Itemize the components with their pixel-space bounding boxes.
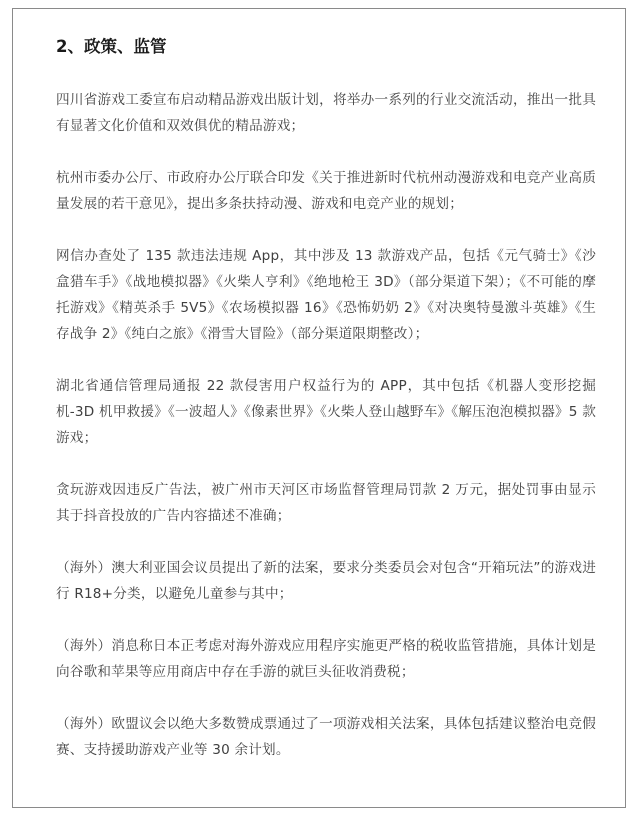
document-frame: [12, 8, 626, 808]
paragraph-hangzhou-policy: 杭州市委办公厅、市政府办公厅联合印发《关于推进新时代杭州动漫游戏和电竞产业高质量发展的若干意见》，提出多条扶持动漫、游戏和电竞产业的规划；: [56, 170, 596, 212]
paragraph-eu-gaming-resolution: （海外）欧盟议会以绝大多数赞成票通过了一项游戏相关法案，具体包括建议整治电竞假赛、支持援助游戏产业等 30 余计划。: [56, 716, 596, 758]
document-content: [56, 35, 596, 763]
paragraph-hubei-app-notice: 湖北省通信管理局通报 22 款侵害用户权益行为的 APP，其中包括《机器人变形挖掘机-3D 机甲救援》《一波超人》《像素世界》《火柴人登山越野车》《解压泡泡模拟器》5 款游戏；: [56, 378, 596, 446]
paragraph-japan-tax-plan: （海外）消息称日本正考虑对海外游戏应用程序实施更严格的税收监管措施，具体计划是向谷歌和苹果等应用商店中存在手游的就巨头征收消费税；: [56, 638, 596, 680]
paragraph-tanwan-fine: 贪玩游戏因违反广告法，被广州市天河区市场监督管理局罚款 2 万元，据处罚事由显示其于抖音投放的广告内容描述不准确；: [56, 482, 596, 524]
paragraph-cac-app-crackdown: 网信办查处了 135 款违法违规 App，其中涉及 13 款游戏产品，包括《元气骑士》《沙盒猎车手》《战地模拟器》《火柴人亨利》《绝地枪王 3D》（部分渠道下架）；《不可能的摩托游戏》《精英杀手 5V5》《农场模拟器 16》《恐怖奶奶 2》《对决奥特曼激斗英雄》《生存战争 2》《纯白之旅》《滑雪大冒险》（部分渠道限期整改）；: [56, 248, 596, 342]
paragraph-sichuan-publishing-plan: 四川省游戏工委宣布启动精品游戏出版计划，将举办一系列的行业交流活动，推出一批具有显著文化价值和双效俱优的精品游戏；: [56, 92, 596, 134]
paragraph-australia-loot-box-bill: （海外）澳大利亚国会议员提出了新的法案，要求分类委员会对包含“开箱玩法”的游戏进行 R18+分类，以避免儿童参与其中；: [56, 560, 596, 602]
section-heading: 2、政策、监管: [56, 37, 167, 56]
